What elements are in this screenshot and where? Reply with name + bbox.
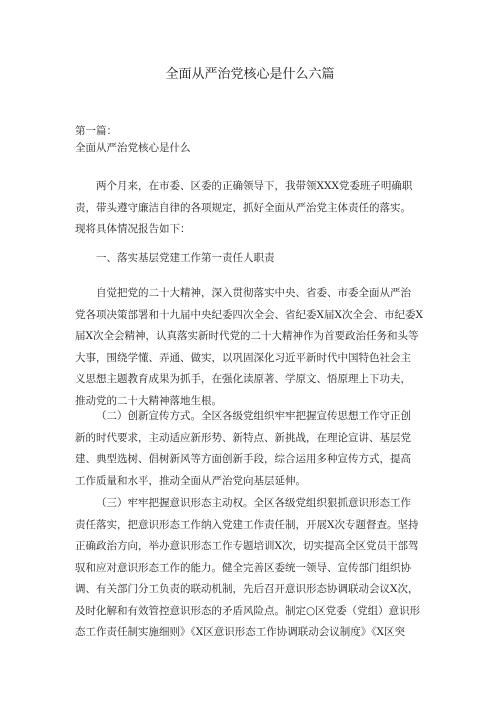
paragraph-line: 届X次全会精神，认真落实新时代党的二十大精神作为首要政治任务和头等 (75, 330, 419, 342)
paragraph-line: 自觉把党的二十大精神，深入贯彻落实中央、省委、市委全面从严治 (96, 287, 411, 299)
section-heading: 一、落实基层党建工作第一责任人职责 (96, 252, 275, 264)
paragraph-line: 新的时代要求，主动适应新形势、新特点、新挑战，在理论宣讲、基层党 (75, 431, 411, 444)
paragraph-line: 现将具体情况报告如下： (75, 223, 191, 235)
paragraph-line: （二）创新宣传方式。全区各级党组织牢牢把握宣传思想工作守正创 (96, 410, 411, 422)
paragraph-publicity (75, 406, 435, 492)
paragraph-line: 态工作责任制实施细则》《X区意识形态工作协调联动会议制度》《X区突 (75, 626, 405, 638)
paragraph-intro (75, 176, 435, 241)
paragraph-line: 及时化解和有效管控意识形态的矛盾风险点。制定○区党委（党组）意识形 (75, 604, 421, 617)
paragraph-line: 驭和应对意识形态工作的能力。健全完善区委统一领导、宣传部门组织协 (75, 561, 411, 574)
paragraph-line: （三）牢牢把握意识形态主动权。全区各级党组织狠抓意识形态工作 (96, 497, 411, 509)
paragraph-line: 义思想主题教育成果为抓手，在强化读原著、学原文、悟原理上下功夫， (75, 373, 411, 385)
paragraph-line: 两个月来，在市委、区委的正确领导下，我带领XXX党委班子明确职 (96, 180, 413, 192)
paragraph-study (75, 283, 435, 412)
paragraph-line: 大事，围绕学懂、弄通、做实，以巩固深化习近平新时代中国特色社会主 (75, 351, 411, 364)
paragraph-line: 工作质量和水平，推动全面从严治党向基层延伸。 (75, 474, 306, 487)
paragraph-line: 正确政治方向，举办意识形态工作专题培训X次，切实提高全区党员干部驾 (75, 540, 419, 552)
paragraph-line: 调、有关部门分工负责的联动机制，先后召开意识形态协调联动会议X次， (75, 583, 419, 595)
paragraph-ideology (75, 493, 435, 644)
paragraph-line: 责，带头遵守廉洁自律的各项规定，抓好全面从严治党主体责任的落实。 (75, 201, 411, 214)
part-label: 第一篇： (75, 125, 117, 137)
paragraph-line: 党各项决策部署和十九届中央纪委四次全会、省纪委X届X次全会、市纪委X (75, 308, 423, 321)
document-title: 全面从严治党核心是什么六篇 (165, 67, 335, 82)
paragraph-line: 责任落实，把意识形态工作纳入党建工作责任制，开展X次专题督查。坚持 (75, 518, 419, 531)
paragraph-line: 建、典型选树、倡树新风等方面创新手段，综合运用多种宣传方式，提高 (75, 453, 411, 465)
paragraph-line: 推动党的二十大精神落地生根。 (75, 394, 222, 407)
part-title: 全面从严治党核心是什么 (75, 142, 191, 154)
